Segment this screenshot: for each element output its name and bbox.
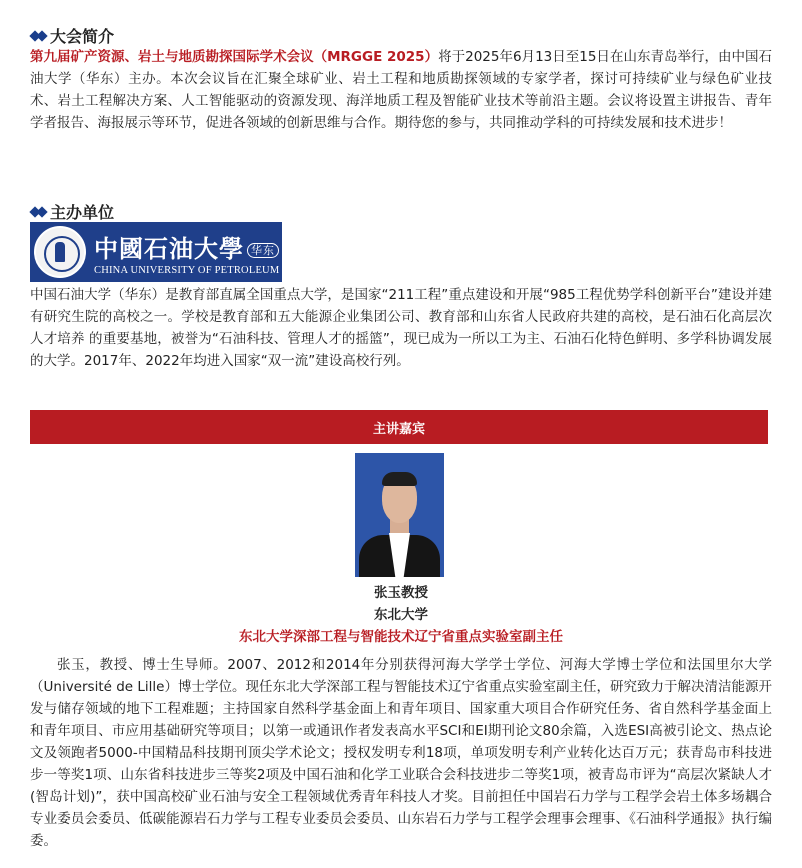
speaker-photo bbox=[355, 453, 444, 577]
logo-campus: 华东 bbox=[247, 243, 279, 258]
logo-english-name: CHINA UNIVERSITY OF PETROLEUM bbox=[94, 264, 280, 276]
university-logo bbox=[30, 222, 282, 282]
university-seal-icon bbox=[34, 226, 86, 278]
speaker-name: 张玉教授 bbox=[374, 585, 428, 601]
speaker-bio: 张玉，教授、博士生导师。2007、2012和2014年分别获得河海大学学士学位、河海大学博士学位和法国里尔大学（Université de Lille）博士学位。现任东北大学深部工程与智能技术辽宁省重点实验室副主任，研究致力于解决清洁能源开发与储存领域的地下工程难题；主持国家自然科学基金面上和青年项目、国家重大项目合作研究任务、省自然科学基金面上和青年项目、市应用基础研究等项目；以第一或通讯作者发表高水平SCI和EI期刊论文80余篇，入选ESI高被引论文、热点论文及领跑者5000-中国精品科技期刊顶尖学术论文；授权发明专利18项，单项发明专利产业转化达百万元；获青岛市科技进步一等奖1项、山东省科技进步三等奖2项及中国石油和化学工业联合会科技进步二等奖1项，被青岛市评为“高层次紧缺人才(智岛计划)”，获中国高校矿业石油与安全工程领域优秀青年科技人才奖。目前担任中国岩石力学与工程学会岩土体多场耦合专业委员会委员、低碳能源岩石力学与工程专业委员会委员、山东岩石力学与工程学会理事会理事、《石油科学通报》执行编委。 bbox=[30, 657, 772, 849]
intro-paragraph bbox=[30, 46, 772, 134]
intro-body: 将于2025年6月13日至15日在山东青岛举行，由中国石油大学（华东）主办。本次会议旨在汇聚全球矿业、岩土工程和地质勘探领域的专家学者，探讨可持续矿业与绿色矿业技术、岩土工程解决方案、人工智能驱动的资源发现、海洋地质工程及智能矿业技术等前沿主题。会议将设置主讲报告、青年学者报告、海报展示等环节，促进各领域的创新思维与合作。期待您的参与，共同推动学科的可持续发展和技术进步！ bbox=[30, 49, 772, 131]
speaker-affiliation: 东北大学 bbox=[374, 607, 428, 623]
organizer-heading-text: 主办单位 bbox=[50, 203, 115, 222]
logo-chinese-name: 中國石油大學 华东 bbox=[94, 229, 279, 264]
organizer-heading bbox=[30, 200, 114, 223]
diamond-bullet-icon bbox=[30, 205, 48, 219]
intro-heading bbox=[30, 24, 114, 47]
speakers-banner: 主讲嘉宾 bbox=[30, 410, 768, 444]
conference-name: 第九届矿产资源、岩土与地质勘探国际学术会议（MRGGE 2025） bbox=[30, 49, 439, 65]
speaker-position: 东北大学深部工程与智能技术辽宁省重点实验室副主任 bbox=[239, 629, 563, 645]
intro-heading-text: 大会简介 bbox=[50, 27, 115, 46]
diamond-bullet-icon bbox=[30, 29, 48, 43]
organizer-paragraph: 中国石油大学（华东）是教育部直属全国重点大学，是国家“211工程”重点建设和开展“985工程优势学科创新平台”建设并建有研究生院的高校之一。学校是教育部和五大能源企业集团公司、教育部和山东省人民政府共建的高校，是石油石化高层次人才培养 的重要基地，被誉为“石油科技、管理人才的摇篮”，现已成为一所以工为主、石油石化特色鲜明、多学科协调发展的大学。2017年、2022年均进入国家“双一流”建设高校行列。 bbox=[30, 287, 772, 369]
